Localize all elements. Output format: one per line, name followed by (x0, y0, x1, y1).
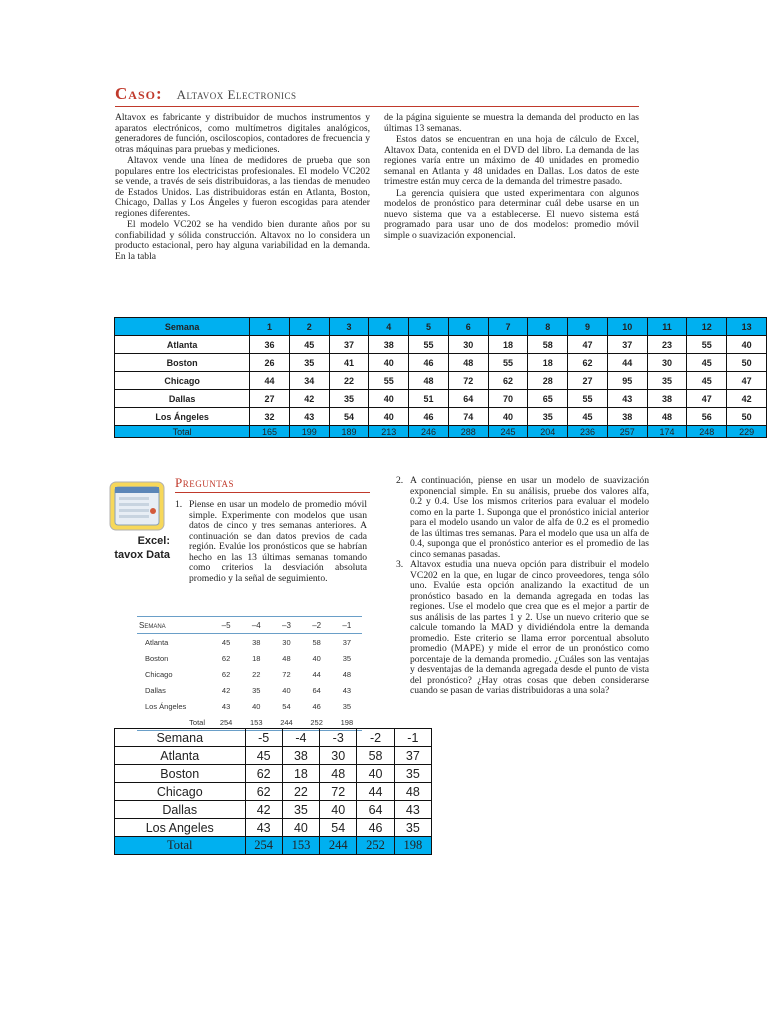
cell: 46 (409, 354, 449, 372)
cell: 42 (245, 801, 282, 819)
total-row (115, 837, 432, 855)
cell: 23 (647, 336, 687, 354)
cell: 62 (488, 372, 528, 390)
cell: 28 (528, 372, 568, 390)
cell: 213 (369, 426, 409, 438)
cell: 252 (357, 837, 394, 855)
table-row (115, 408, 767, 426)
table-row (137, 634, 362, 651)
cell: 40 (727, 336, 767, 354)
cell: 62 (221, 669, 231, 679)
cell: 248 (687, 426, 727, 438)
excel-caption: Excel: tavox Data (114, 535, 170, 561)
cell: 45 (245, 747, 282, 765)
cell: 246 (409, 426, 449, 438)
question-text: A continuación, piense en usar un modelo de suavización exponencial simple. En su análisis, pruebe dos valores alfa, 0.2 y 0.4. Use los mismos criterios para evaluar el modelo como en la parte 1. Suponga que el pronóstico inicial anterior para el modelo usando un valor de alfa de 0.2 es el promedio de las últimas tres semanas. Para el modelo que usa un alfa de 0.4, suponga que el pronóstico anterior es el promedio de las cinco semanas pasadas. (410, 475, 649, 560)
intro-left-column (115, 113, 370, 263)
cell: 62 (568, 354, 608, 372)
row-label: Boston (115, 354, 250, 372)
cell: 38 (369, 336, 409, 354)
total-row (115, 426, 767, 438)
table-row (115, 372, 767, 390)
cell: 45 (221, 637, 231, 647)
cell: 7 (488, 318, 528, 336)
question-text: Piense en usar un modelo de promedio móvil simple. Experimente con modelos que usan datos de cinco y tres semanas anteriores. A continuación se dan datos previos de cada región. Evalúe los pronósticos que se habrían hecho en las 13 últimas semanas tomando como criterios la desviación absoluta promedio y la señal de seguimiento. (189, 499, 367, 584)
cell: 13 (727, 318, 767, 336)
cell: 252 (302, 714, 332, 731)
cell: 46 (312, 701, 321, 711)
intro-right-column (384, 113, 639, 242)
cell: 64 (448, 390, 488, 408)
cell: 65 (528, 390, 568, 408)
cell: 35 (282, 801, 319, 819)
row-label: Atlanta (115, 747, 246, 765)
cell: 74 (448, 408, 488, 426)
cell: 62 (245, 765, 282, 783)
cell: 35 (252, 685, 261, 695)
cell: 12 (687, 318, 727, 336)
cell: 40 (357, 765, 394, 783)
cell: 42 (221, 685, 231, 695)
cell: 37 (342, 637, 352, 647)
cell: 55 (409, 336, 449, 354)
cell: 153 (241, 714, 271, 731)
table-row (115, 747, 432, 765)
cell: 40 (369, 408, 409, 426)
header-row (115, 318, 767, 336)
table-row (115, 801, 432, 819)
cell: 30 (647, 354, 687, 372)
table-row (115, 336, 767, 354)
cell: 40 (488, 408, 528, 426)
cell: 72 (448, 372, 488, 390)
cell: 257 (607, 426, 647, 438)
cell: 18 (528, 354, 568, 372)
cell: 30 (282, 637, 291, 647)
cell: 50 (727, 354, 767, 372)
cell: 72 (282, 669, 291, 679)
question-text: Altavox estudia una nueva opción para distribuir el modelo VC202 en la que, en lugar de cinco proveedores, tenga sólo uno. Evalúe esta opción analizando la exactitud de un pronóstico basado en la demanda agregada en todas las regiones. Use el modelo que crea que es el mejor a partir de sus análisis de las partes 1 y 2. Use un nuevo criterio que se calcule tomando la MAD y dividiéndola entre la demanda promedio. Este criterio se llama error porcentual absoluto promedio (MAPE) y mide el error de un pronóstico como porcentaje de la demanda promedio. ¿Cuáles son las ventajas y desventajas de la demanda agregada desde el punto de vista del pronóstico? ¿Hay otras cosas que deben considerarse cuando se pasan de varias distribuidoras a una sola? (410, 559, 649, 696)
cell: 72 (320, 783, 357, 801)
cell: 44 (607, 354, 647, 372)
question-3: 3. Altavox estudia una nueva opción para distribuir el modelo VC202 en la que, en lugar de cinco proveedores, tenga sólo uno. Evalúe esta opción analizando la exactitud de un pronóstico basado en la demanda agregada en todas las regiones. Use el modelo que crea que es el mejor a partir de sus análisis de las partes 1 y 2. Use un nuevo criterio que se calcule tomando la MAD y dividiéndola entre la demanda promedio. Este criterio se llama error porcentual absoluto promedio (MAPE) y mide el error de un pronóstico como porcentaje de la demanda promedio. ¿Cuáles son las ventajas y desventajas de la demanda agregada desde el punto de vista del pronóstico? ¿Hay otras cosas que deben considerarse cuando se pasan de varias distribuidoras a una sola? (396, 559, 649, 696)
cell: 3 (329, 318, 369, 336)
cell: 48 (282, 653, 291, 663)
cell: 5 (409, 318, 449, 336)
cell: 35 (342, 653, 352, 663)
cell: 22 (252, 669, 261, 679)
cell: 35 (528, 408, 568, 426)
row-label: Los Ángeles (115, 408, 250, 426)
paragraph: Altavox es fabricante y distribuidor de muchos instrumentos y aparatos electrónicos, como multímetros digitales analógicos, generadores de función, osciloscopios, contadores de frecuencia y otras máquinas para pruebas y mediciones. (115, 112, 370, 155)
cell: 254 (211, 714, 241, 731)
cell: 35 (329, 390, 369, 408)
cell: 38 (252, 637, 261, 647)
row-label: Semana (115, 318, 250, 336)
cell: -3 (320, 729, 357, 747)
question-2: 2. A continuación, piense en usar un modelo de suavización exponencial simple. En su análisis, pruebe dos valores alfa, 0.2 y 0.4. Use los mismos criterios para evaluar el modelo como en la parte 1. Suponga que el pronóstico inicial anterior para el modelo usando un valor de alfa de 0.2 es el promedio de las últimas tres semanas. Para el modelo que usa un alfa de 0.4, suponga que el pronóstico anterior es el promedio de las cinco semanas pasadas. (396, 475, 649, 560)
row-label: Dallas (115, 390, 250, 408)
cell: 54 (329, 408, 369, 426)
cell: 26 (250, 354, 290, 372)
cell: 43 (342, 685, 352, 695)
weekly-demand-table (114, 317, 767, 438)
cell: 40 (252, 701, 261, 711)
cell: 45 (687, 354, 727, 372)
cell: 254 (245, 837, 282, 855)
cell: 62 (245, 783, 282, 801)
cell: 41 (329, 354, 369, 372)
cell: -2 (357, 729, 394, 747)
cell: 51 (409, 390, 449, 408)
paragraph: Altavox vende una línea de medidores de prueba que son populares entre los electricistas profesionales. El modelo VC202 se vende, a través de seis distribuidoras, a las tiendas de menudeo de Estados Unidos. Las distribuidoras están en Atlanta, Boston, Chicago, Dallas y Los Ángeles y fueron escogidas para atender regiones diferentes. (115, 155, 370, 219)
case-label: Caso: (115, 84, 163, 103)
row-label: Chicago (115, 372, 250, 390)
cell: 40 (282, 685, 291, 695)
questions-title: Preguntas (175, 475, 235, 490)
cell: 2 (289, 318, 329, 336)
cell: 9 (568, 318, 608, 336)
header-row (115, 729, 432, 747)
header-row (137, 617, 362, 634)
cell: 40 (369, 354, 409, 372)
cell: 70 (488, 390, 528, 408)
cell: 174 (647, 426, 687, 438)
row-label: Total (137, 714, 211, 731)
cell: 95 (607, 372, 647, 390)
cell: -1 (394, 729, 431, 747)
table-row (137, 682, 362, 698)
cell: 48 (647, 408, 687, 426)
case-title (115, 84, 297, 104)
prior-weeks-table (137, 616, 362, 731)
cell: 38 (607, 408, 647, 426)
cell: 40 (312, 653, 321, 663)
cell: 43 (394, 801, 431, 819)
prior-weeks-excel-table (114, 728, 432, 855)
row-label: Los Angeles (115, 819, 246, 837)
cell: 27 (568, 372, 608, 390)
paragraph: de la página siguiente se muestra la demanda del producto en las últimas 13 semanas. (384, 112, 639, 134)
questions-right-column (396, 476, 649, 697)
cell: 48 (342, 669, 352, 679)
cell: 48 (409, 372, 449, 390)
cell: 54 (320, 819, 357, 837)
cell: –4 (241, 617, 271, 634)
cell: 37 (607, 336, 647, 354)
cell: 45 (289, 336, 329, 354)
cell: -5 (245, 729, 282, 747)
cell: 198 (332, 714, 362, 731)
cell: 22 (329, 372, 369, 390)
cell: 48 (320, 765, 357, 783)
cell: 18 (282, 765, 319, 783)
cell: 165 (250, 426, 290, 438)
cell: 48 (394, 783, 431, 801)
cell: 1 (250, 318, 290, 336)
cell: 6 (448, 318, 488, 336)
cell: 42 (289, 390, 329, 408)
cell: 44 (357, 783, 394, 801)
cell: 64 (312, 685, 321, 695)
cell: 4 (369, 318, 409, 336)
row-label: Los Ángeles (145, 701, 187, 711)
cell: 42 (727, 390, 767, 408)
row-label: Semana (115, 729, 246, 747)
row-label: Semana (137, 617, 211, 634)
cell: 55 (687, 336, 727, 354)
cell: 288 (448, 426, 488, 438)
cell: 58 (528, 336, 568, 354)
cell: 43 (245, 819, 282, 837)
cell: 43 (607, 390, 647, 408)
cell: 32 (250, 408, 290, 426)
cell: 44 (312, 669, 321, 679)
cell: 40 (369, 390, 409, 408)
cell: 48 (448, 354, 488, 372)
cell: 204 (528, 426, 568, 438)
row-label: Chicago (145, 669, 173, 679)
cell: 30 (320, 747, 357, 765)
excel-icon (109, 481, 165, 531)
cell: 245 (488, 426, 528, 438)
row-label: Total (115, 837, 246, 855)
table-row (115, 390, 767, 408)
cell: 22 (282, 783, 319, 801)
cell: 35 (647, 372, 687, 390)
cell: 153 (282, 837, 319, 855)
cell: –2 (302, 617, 332, 634)
cell: 47 (687, 390, 727, 408)
cell: 64 (357, 801, 394, 819)
cell: 58 (357, 747, 394, 765)
cell: 54 (282, 701, 291, 711)
cell: 198 (394, 837, 431, 855)
cell: 47 (568, 336, 608, 354)
row-label: Total (115, 426, 250, 438)
paragraph: Estos datos se encuentran en una hoja de cálculo de Excel, Altavox Data, contenida en el DVD del libro. La demanda de las regiones varía entre un máximo de 40 unidades en promedio semanal en Atlanta y 48 unidades en Dallas. Los datos de este trimestre están muy cerca de la demanda del trimestre pasado. (384, 134, 639, 187)
cell: 37 (394, 747, 431, 765)
row-label: Atlanta (145, 637, 169, 647)
cell: 10 (607, 318, 647, 336)
cell: 44 (250, 372, 290, 390)
title-rule (115, 106, 639, 107)
cell: 46 (409, 408, 449, 426)
cell: 47 (727, 372, 767, 390)
table-row (137, 666, 362, 682)
cell: 35 (289, 354, 329, 372)
table-row (115, 819, 432, 837)
row-label: Dallas (115, 801, 246, 819)
cell: 45 (687, 372, 727, 390)
cell: 8 (528, 318, 568, 336)
table-row (115, 354, 767, 372)
table-row (137, 650, 362, 666)
paragraph: La gerencia quisiera que usted experimentara con algunos modelos de pronóstico para determinar cuál debe usarse en un nuevo sistema que va a establecerse. El nuevo sistema está programado para usar uno de dos modelos: promedio móvil simple o suavización exponencial. (384, 187, 639, 241)
cell: 38 (282, 747, 319, 765)
cell: 35 (394, 819, 431, 837)
cell: 35 (394, 765, 431, 783)
cell: 236 (568, 426, 608, 438)
cell: 43 (221, 701, 231, 711)
cell: 40 (320, 801, 357, 819)
cell: –5 (211, 617, 241, 634)
cell: 56 (687, 408, 727, 426)
cell: 36 (250, 336, 290, 354)
cell: 55 (369, 372, 409, 390)
cell: 35 (342, 701, 352, 711)
table-row (115, 765, 432, 783)
row-label: Dallas (145, 685, 166, 695)
cell: 40 (282, 819, 319, 837)
cell: –1 (332, 617, 362, 634)
question-1: 1. Piense en usar un modelo de promedio móvil simple. Experimente con modelos que usan datos de cinco y tres semanas anteriores. A continuación se dan datos previos de cada región. Evalúe los pronósticos que se habrían hecho en las 13 últimas semanas tomando como criterios la desviación absoluta promedio y la señal de seguimiento. (175, 499, 367, 584)
cell: 55 (488, 354, 528, 372)
cell: 199 (289, 426, 329, 438)
cell: 43 (289, 408, 329, 426)
cell: 62 (221, 653, 231, 663)
cell: 27 (250, 390, 290, 408)
row-label: Atlanta (115, 336, 250, 354)
questions-rule (175, 492, 370, 493)
cell: 50 (727, 408, 767, 426)
cell: 34 (289, 372, 329, 390)
cell: 58 (312, 637, 321, 647)
cell: -4 (282, 729, 319, 747)
cell: 18 (252, 653, 261, 663)
cell: 18 (488, 336, 528, 354)
cell: 244 (320, 837, 357, 855)
row-label: Chicago (115, 783, 246, 801)
cell: 11 (647, 318, 687, 336)
cell: 244 (271, 714, 301, 731)
table-row (137, 698, 362, 714)
cell: 37 (329, 336, 369, 354)
cell: 30 (448, 336, 488, 354)
cell: 46 (357, 819, 394, 837)
cell: 189 (329, 426, 369, 438)
cell: 55 (568, 390, 608, 408)
cell: –3 (271, 617, 301, 634)
row-label: Boston (145, 653, 169, 663)
table-row (115, 783, 432, 801)
paragraph: El modelo VC202 se ha vendido bien durante años por su confiabilidad y sólida construcción. Altavox no lo considera un producto estacional, pero hay alguna variabilidad en la demanda. En la tabla (115, 219, 370, 262)
cell: 229 (727, 426, 767, 438)
row-label: Boston (115, 765, 246, 783)
cell: 38 (647, 390, 687, 408)
cell: 45 (568, 408, 608, 426)
case-name: Altavox Electronics (176, 87, 297, 102)
